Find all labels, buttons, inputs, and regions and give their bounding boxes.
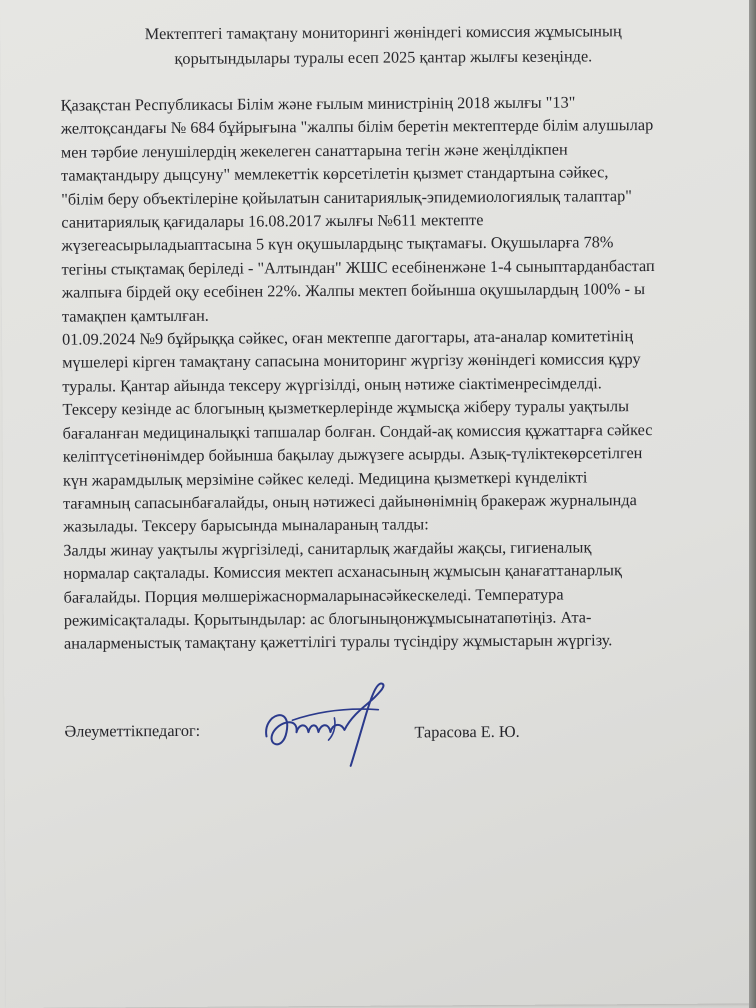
body-line: 01.09.2024 №9 бұйрыққа сәйкес, оған мектеппе дагогтары, ата-аналар комитетінің <box>62 326 634 349</box>
body-line: жалпыға бірдей оқу есебінен 22%. Жалпы мектеп бойынша оқушылардың 100% - ы <box>61 279 646 302</box>
body-line: нормалар сақталады. Комиссия мектеп асханасының жұмысын қанағаттанарлық <box>63 560 622 583</box>
body-line: Тексеру кезінде ас блогының қызметкерлерінде жұмысқа жіберу туралы уақтылы <box>62 396 630 419</box>
body-line: тегіны стықтамақ беріледі - "Алтындан" ЖШС есебіненжәне 1-4 сыныптарданбастап <box>61 255 655 279</box>
body-line: жүзегеасырыладыаптасына 5 күн оқушылардыңс тықтамағы. Оқушыларға 78% <box>61 232 614 256</box>
body-line: тамақтандыру дыцсуну" мемлекеттік көрсетілетін қызмет стандартына сәйкес, <box>61 162 609 185</box>
body-line: бағаланған медициналықкі тапшалар болған. Сондай-ақ комиссия құжаттарға сәйкес <box>62 419 653 443</box>
handwritten-signature <box>252 674 403 775</box>
body-line: "білім беру объектілеріне қойылатын санитариялық-эпидемиологиялық талаптар" <box>61 185 632 209</box>
body-line: Залды жинау уақтылы жүргізіледі, санитарлық жағдайы жақсы, гигиеналық <box>63 537 592 560</box>
desk-edge <box>749 0 756 1008</box>
body-line: жазылады. Тексеру барысында мыналараның талды: <box>63 514 429 536</box>
title-line: қорытындылары туралы есеп 2025 қантар жылғы кезеңінде. <box>174 46 593 68</box>
body-line: туралы. Қантар айында тексеру жүргізілді, оның нәтиже сіактіменресімделді. <box>62 373 602 396</box>
body-line: келіптүсетінөнімдер бойынша бақылау дыжүзеге асырды. Азық-түліктекөрсетілген <box>62 443 643 466</box>
signatory-role: Әлеуметтікпедагог: <box>64 720 201 741</box>
body-line: күн жарамдылық мерзіміне сәйкес келеді. Медицина қызметкері күнделікті <box>62 466 588 490</box>
body-line: режимісақталады. Қорытындылар: ас блогыныңонжұмысынатапөтіңіз. Ата- <box>63 607 592 630</box>
body-line: бағалайды. Порция мөлшеріжаснормаларынасәйкескеледі. Температура <box>63 584 564 607</box>
body-line: тамақпен қамтылған. <box>61 305 209 326</box>
signatory-name: Тарасова Е. Ю. <box>414 721 520 742</box>
body-line: Қазақстан Республикасы Білім және ғылым министрінің 2018 жылғы "13" <box>60 92 576 115</box>
body-line: тағамның сапасынбағалайды, оның нәтижесі дайынөнімнің бракераж журналында <box>63 490 637 513</box>
body-line: желтоқсандағы № 684 бұйрығына "жалпы білім беретін мектептерде білім алушылар <box>60 115 654 139</box>
body-line: санитариялық қағидалары 16.08.2017 жылғы №611 мектепте <box>61 210 484 232</box>
body-line: аналарменыстық тамақтану қажеттілігі туралы түсіндіру жұмыстарын жүргізу. <box>63 630 613 653</box>
document-body <box>61 90 724 656</box>
body-line: мен тәрбие ленушілердің жекелеген санаттарына тегін және жеңілдікпен <box>60 139 568 162</box>
signature-block <box>4 683 745 798</box>
document-title <box>60 18 706 72</box>
body-line: мүшелері кірген тамақтану сапасына мониторинг жүргізу жөніндегі комиссия құру <box>62 349 641 373</box>
title-line: Мектептегі тамақтану мониторингі жөніндегі комиссия жұмысының <box>144 21 622 44</box>
